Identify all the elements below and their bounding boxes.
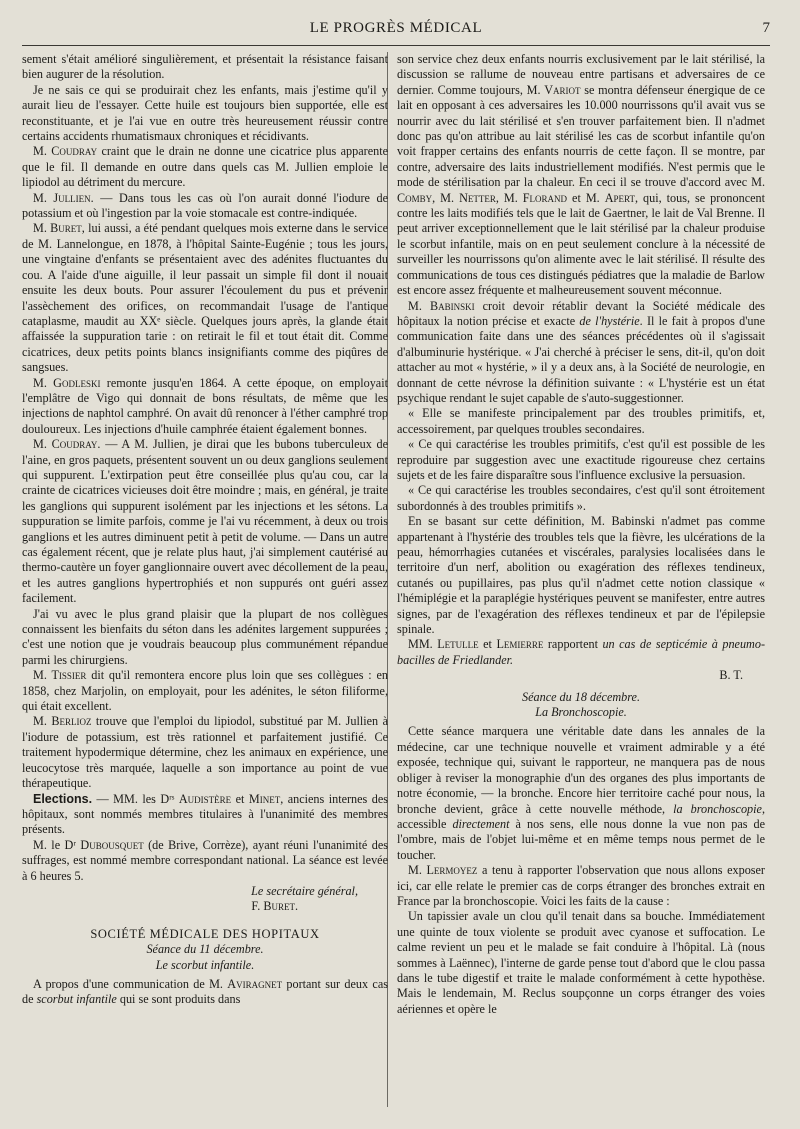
running-title: LE PROGRÈS MÉDICAL (309, 20, 483, 36)
paragraph (22, 977, 388, 1008)
text: croit devoir rétablir devant la Société médicale des hôpitaux la notion précise et exacte (397, 298, 765, 328)
text: sement s'était amélioré singulièrement, et présentait la résistance faisant bien augurer de la résolution. (22, 52, 388, 82)
text: à nos sens, elle nous donne la vue non pas de l'ombre, mais de l'objet lui-même et en même temps nous permet de le toucher. (397, 816, 765, 862)
text: . Il le fait à propos d'une communication faite dans une des séances précédentes où il s'agissait d'albuminurie hystérique. « J'ai cherché à préciser le sens, dit-il, qu'on doit attacher au mot « hystérie, » il y a deux ans, à la Société de neurologie, en donnant de cette névrose la définition suivante : « L'hystérie est un état psychique rendant le sujet capable de s'auto-suggestionner. (397, 313, 766, 405)
left-column (22, 52, 388, 1008)
paragraph (22, 191, 388, 222)
person-name: Lermoyez (426, 863, 478, 878)
text: son service chez deux enfants nourris exclusivement par le lait stérilisé, la discussion se rallume de nouveau entre partisans et adversaires de ce dernier. Comme toujours, M. (397, 52, 765, 97)
person-name: Minet (248, 791, 281, 806)
text: MM. (408, 637, 438, 652)
page-number: 7 (762, 20, 770, 36)
paragraph (397, 863, 765, 909)
elections-heading: Elections. (33, 791, 93, 806)
paragraph (397, 909, 765, 1017)
text: , accessible (397, 801, 765, 831)
paragraph (22, 607, 388, 669)
paragraph (22, 221, 388, 375)
text: et M. (567, 190, 605, 205)
text: portant sur deux cas de (22, 976, 388, 1007)
text: « Ce qui caractérise les troubles primitifs, c'est qu'il est possible de les reproduire par suggestion avec une exactitude rigoureuse chez certains sujets et de les faire disparaître sous l'influence exclusive la persuasion. (397, 437, 765, 482)
person-name: Letulle (437, 637, 479, 652)
text: — MM. les Dʳˢ (92, 791, 179, 806)
text: , M. (432, 190, 460, 205)
emphasis: un cas de septicémie à pneumo-bacilles de Friedlander. (397, 637, 765, 667)
text: Je ne sais ce qui se produirait chez les enfants, mais j'estime qu'il y aurait lieu de l'essayer. Cette huile est toujours bien supportée, elle est reconstituante, et je l'ai vue en outre très heureusement réussir contre certains accidents rhumatismaux chroniques et récidivants. (22, 82, 388, 144)
paragraph (397, 483, 765, 514)
signature-role: Le secrétaire général, (251, 883, 358, 898)
paragraph (397, 299, 765, 407)
text: a tenu à rapporter l'observation que nous allons exposer ici, car elle relate le premier cas de corps étranger des bronches extrait en France par la bronchoscopie. Voici les faits de la cause : (397, 863, 765, 908)
text: (de Brive, Corrèze), ayant réuni l'unanimité des suffrages, est nommé membre correspondant national. La séance est levée à 6 heures 5. (22, 837, 388, 883)
text: En se basant sur cette définition, M. Babinski n'admet pas comme appartenant à l'hystérie des troubles tels que la fièvre, les ulcérations de la peau, hémorrhagies cutanées et viscérales, paralysies localisées dans le territoire d'un nerf, abolition ou exagération des réflexes tendineux, cutanés ou pupillaires, pas plus qu'il n'admet cette notion classique « l'hémiplégie et la paraplégie hystériques peuvent se manifester, entre autres signes, par de l'exagération des réflexes tendineux et par de l'épilepsie spinale. (397, 514, 765, 637)
emphasis: de l'hystérie (579, 313, 640, 328)
text: remonte jusqu'en 1864. A cette époque, on employait l'emplâtre de Vigo qui donnait de bons résultats, de même que les injections de naphtol camphré. On avait dû renoncer à l'éther camphré trop douloureux. Les injections d'huile camphrée étaient également bonnes. (22, 375, 388, 436)
paragraph (22, 83, 388, 145)
speaker-name: M. Berlioz (33, 714, 92, 729)
speaker-name: M. Tissier (33, 668, 87, 683)
person-name: Aviragnet (227, 976, 283, 991)
text: — Dans tous les cas où l'on aurait donné l'iodure de potassium et où l'ingestion par la voie stomacale est contre-indiquée. (22, 190, 388, 221)
text: et (478, 637, 497, 652)
paragraph (397, 514, 765, 637)
paragraph (22, 52, 388, 83)
signature-name: F. Buret. (251, 899, 298, 914)
speaker-name: M. Godleski (33, 375, 101, 390)
emphasis: scorbut infantile (36, 992, 117, 1007)
person-name: Comby (397, 190, 433, 205)
text: et (231, 791, 249, 806)
text: se montra défenseur énergique de ce lait en opposant à ces adversaires les 10.000 nourrissons qu'il avait vus se nourrir avec du lait stérilisé et s'en trouver parfaitement bien. Il n'admet donc pas qu'on attribue au lait stérilisé les cas de scorbut infantile qu'on voit frapper certains des enfants nourris de cette façon. Il se montre, par contre, adversaire des laits industriellement modifiés. N'est permis que le mode de stérilisation par la chaleur. En ceci il se trouve d'accord avec M. (397, 82, 765, 190)
text: — A M. Jullien, je dirai que les bubons tuberculeux de l'aine, en gros paquets, présentent souvent un ou deux ganglions seulement qui suppurent. L'extirpation peut être conseillée plus qu'au cou, car la crainte de cicatrices vicieuses doit être moindre ; mais, en général, je traite les ganglions qui suppurent isolément par les injections et les sétons. La suppuration se limite parfois, comme je l'ai vu récemment, à deux ou trois ganglions et les autres diminuent petit à petit de volume. — Dans un autre cas également récent, que je relate plus haut, j'ai simplement cautérisé au thermo-cautère un foyer ganglionnaire ouvert avec décollement de la peau, et les autres ganglions hypertrophiés et non suppurés ont guéri assez facilement. (22, 437, 389, 606)
text: , anciens internes des hôpitaux, sont nommés membres titulaires à l'unanimité des membres présents. (22, 791, 388, 837)
text: « Elle se manifeste principalement par des troubles primitifs, et, accessoirement, par quelques troubles secondaires. (397, 406, 765, 436)
person-name: Lemierre (496, 637, 544, 652)
text: trouve que l'emploi du lipiodol, substitué par M. Jullien à l'iodure de potassium, est très rationnel et parfaitement justifié. Ce traitement hypodermique détermine, chez les animaux en expérience, une leucocytose très marquée, laquelle a son importance au point de vue thérapeutique. (22, 714, 388, 791)
paragraph (397, 52, 765, 299)
paragraph (22, 792, 388, 838)
text: dit qu'il remontera encore plus loin que ses collègues : en 1858, chez Marjolin, on employait, pour les adénites, le séton filiforme, qui était excellent. (22, 668, 388, 714)
society-title: SOCIÉTÉ MÉDICALE DES HOPITAUX (90, 926, 320, 941)
text: M. (408, 863, 427, 878)
text: M. (408, 298, 430, 313)
session-topic: La Bronchoscopie. (535, 705, 627, 720)
session-title: Séance du 18 décembre. (522, 689, 640, 704)
paragraph (397, 637, 765, 668)
society-topic: Le scorbut infantile. (155, 957, 255, 972)
speaker-name: M. Coudray. (33, 437, 101, 452)
paragraph (22, 437, 388, 606)
text: « Ce qui caractérise les troubles secondaires, c'est qu'il sont étroitement subordonnés à des troubles primitifs ». (397, 483, 765, 513)
paragraph (22, 714, 388, 791)
text: Cette séance marquera une véritable date dans les annales de la médecine, car une technique nouvelle et vraiment admirable y a été exposée, technique qui, suivant le rapporteur, ne manquera pas de nous obliger à reviser la monographie d'un des organes des plus importants de notre économie, — la bronche. Encore hier territoire caché pour nous, la bronche devient, grâce à cette nouvelle méthode, (397, 724, 765, 816)
text: craint que le drain ne donne une cicatrice plus apparente que le fil. Il demande en outre dans quels cas M. Jullien emploie le lipiodol au détriment du mercure. (22, 144, 388, 190)
person-name: Dubousquet (80, 837, 144, 852)
right-column (397, 52, 765, 1017)
text: , M. (495, 190, 523, 205)
person-name: Florand (522, 190, 568, 205)
text: M. le Dʳ (33, 837, 81, 852)
person-name: Audistère (178, 791, 232, 806)
person-name: Babinski (429, 298, 475, 313)
text: , qui, tous, se prononcent contre les laits modifiés tels que le lait de Gaertner, le lait de Val Brenne. Il peut arriver exceptionnellement que le lait stérilisé par la chaleur produise le scorbut infantile, mais on en peut seulement conclure à la nécessité de surveiller les nourrissons qu'on alimente avec le lait stérilisé. Il résulte des communications de tous ces distingués pédiatres que la maladie de Barlow est encore assez fréquente et malheureusement souvent méconnue. (397, 190, 765, 298)
person-name: Variot (544, 82, 581, 97)
text: A propos d'une communication de M. (33, 976, 228, 991)
text: rapportent (543, 637, 603, 652)
paragraph (22, 838, 388, 884)
emphasis: la bronchoscopie (673, 801, 762, 816)
paragraph (22, 144, 388, 190)
person-name: Netter (459, 190, 496, 205)
page-header (22, 16, 770, 40)
society-session: Séance du 11 décembre. (146, 942, 264, 957)
header-rule (22, 45, 770, 46)
text: lui aussi, a été pendant quelques mois externe dans le service de M. Lannelongue, en 1878, à l'hôpital Sainte-Eugénie ; tous les jours, une vingtaine d'enfants se présentaient avec des adénites fluctuantes du cou. A l'aide d'une aiguille, il leur passait un simple fil dont il nouait ensuite les deux bouts. Pour assurer l'écoulement du pus et prévenir l'assèchement des orifices, on recommandait l'usage de l'antique cataplasme, maudit au XXᵉ siècle. Quelques jours après, la glande était affaissée la suppuration tarie : on retirait le fil et tout était dit. Comme cicatrices, deux petits points blancs insignifiants comme des piqûres de sangsues. (22, 221, 388, 375)
text: qui se sont produits dans (116, 992, 241, 1007)
paragraph (22, 376, 388, 438)
paragraph (397, 724, 765, 863)
paragraph (397, 437, 765, 483)
speaker-name: M. Jullien. (33, 190, 94, 205)
emphasis: directement (452, 816, 510, 831)
text: Un tapissier avale un clou qu'il tenait dans sa bouche. Immédiatement une quinte de toux violente se produit avec cyanose et suffocation. Le calme revient un peu et le malade se fait conduire à l'hôpital. Là (nous sommes à Laënnec), l'interne de garde pense tout d'abord que le clou passa dans le tube digestif et traite le malade conformément à cette hypothèse. Mais le lendemain, M. Reclus soupçonne un corps étranger des voies aériennes et opère le (397, 909, 765, 1016)
text: J'ai vu avec le plus grand plaisir que la plupart de nos collègues connaissent les bienfaits du séton dans les adénites largement suppurées ; c'est une notion que je voudrais beaucoup plus communément répandue parmi les chirurgiens. (22, 606, 388, 667)
paragraph (397, 406, 765, 437)
person-name: Apert (604, 190, 635, 205)
speaker-name: M. Buret, (33, 221, 85, 236)
initials-signature: B. T. (719, 668, 743, 683)
paragraph (22, 668, 388, 714)
speaker-name: M. Coudray (33, 144, 98, 159)
